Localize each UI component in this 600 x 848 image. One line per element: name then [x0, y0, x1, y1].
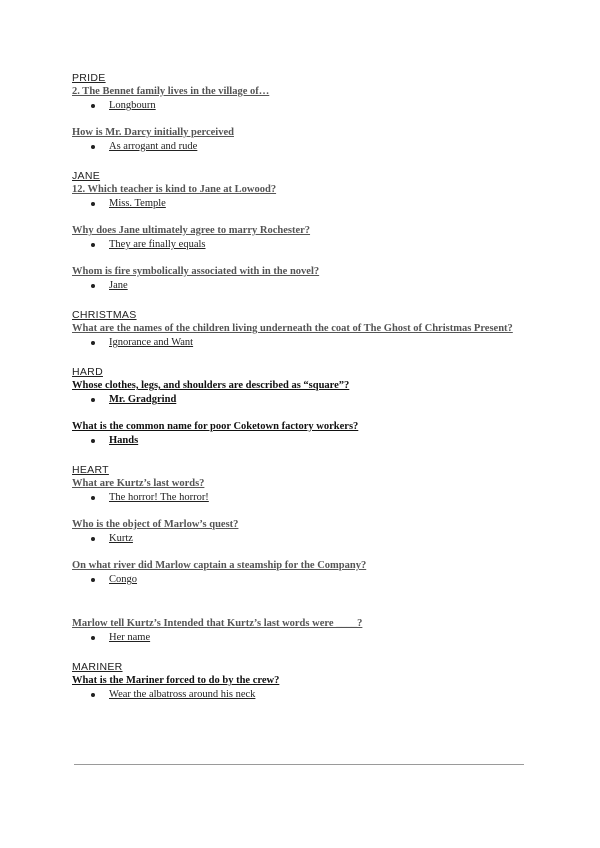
question: What are Kurtz’s last words? — [72, 478, 205, 489]
question: Marlow tell Kurtz’s Intended that Kurtz’s last words were ____? — [72, 618, 363, 629]
answer-list-item: Congo — [72, 573, 528, 587]
question: Whose clothes, legs, and shoulders are described as “square”? — [72, 380, 350, 391]
answer-list-item: They are finally equals — [72, 238, 528, 252]
section-heading-pride: PRIDE — [72, 72, 106, 84]
answer-list-item: As arrogant and rude — [72, 140, 528, 154]
answer-list-item: Her name — [72, 631, 528, 645]
question: Why does Jane ultimately agree to marry Rochester? — [72, 225, 311, 236]
horizontal-rule — [74, 764, 524, 765]
section-heading-heart: HEART — [72, 464, 109, 476]
question: 2. The Bennet family lives in the village of… — [72, 86, 270, 97]
answer-list-item: Longbourn — [72, 99, 528, 113]
question: Whom is fire symbolically associated with in the novel? — [72, 266, 320, 277]
answer-list-item: Jane — [72, 279, 528, 293]
answer-list-item: Miss. Temple — [72, 197, 528, 211]
question: How is Mr. Darcy initially perceived — [72, 127, 234, 138]
section-heading-jane: JANE — [72, 170, 101, 182]
section-heading-christmas: CHRISTMAS — [72, 309, 137, 321]
question: 12. Which teacher is kind to Jane at Lowood? — [72, 184, 277, 195]
answer-list-item: Ignorance and Want — [72, 336, 528, 350]
answer-list-item: Kurtz — [72, 532, 528, 546]
answer-list-item: Hands — [72, 434, 528, 448]
section-heading-hard: HARD — [72, 366, 103, 378]
answer-list-item: Wear the albatross around his neck — [72, 688, 528, 702]
answer-list-item: Mr. Gradgrind — [72, 393, 528, 407]
document-page — [72, 72, 528, 702]
question: What are the names of the children living underneath the coat of The Ghost of Christmas Present? — [72, 323, 513, 334]
question: What is the Mariner forced to do by the crew? — [72, 675, 280, 686]
question: Who is the object of Marlow’s quest? — [72, 519, 239, 530]
answer-list-item: The horror! The horror! — [72, 491, 528, 505]
question: On what river did Marlow captain a steamship for the Company? — [72, 560, 367, 571]
question: What is the common name for poor Coketown factory workers? — [72, 421, 359, 432]
section-heading-mariner: MARINER — [72, 661, 123, 673]
